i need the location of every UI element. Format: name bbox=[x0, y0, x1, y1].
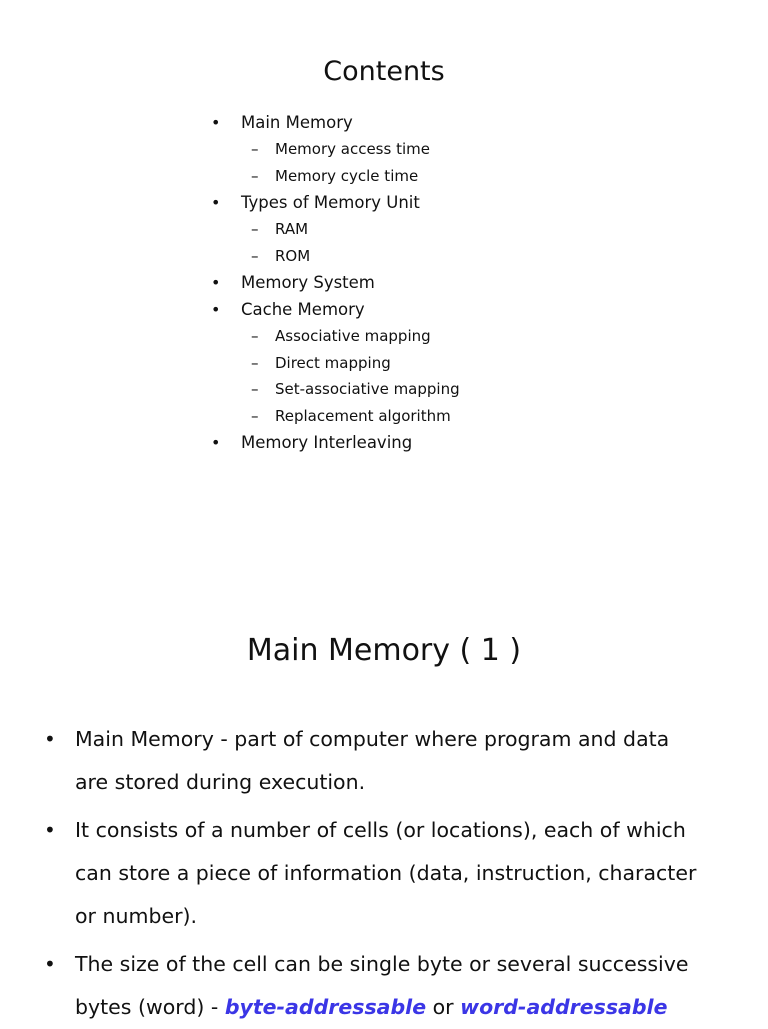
paragraph-line: The size of the cell can be single byte or several successive bbox=[75, 952, 689, 976]
sub-list-item bbox=[0, 374, 768, 401]
dash-icon: – bbox=[251, 166, 259, 185]
bullet-icon: • bbox=[211, 300, 221, 319]
bullet-icon: • bbox=[211, 433, 221, 452]
list-item-label: Direct mapping bbox=[275, 353, 391, 372]
list-item bbox=[0, 107, 768, 134]
slide-title: Main Memory ( 1 ) bbox=[246, 633, 522, 668]
list-item bbox=[0, 294, 768, 321]
list-item-label: Cache Memory bbox=[241, 300, 365, 319]
dash-icon: – bbox=[251, 406, 259, 425]
list-item-label: Associative mapping bbox=[275, 327, 431, 345]
list-item-label: Memory cycle time bbox=[275, 166, 419, 185]
bullet-icon: • bbox=[211, 273, 221, 292]
list-item-label: Replacement algorithm bbox=[275, 406, 451, 425]
dash-icon: – bbox=[251, 220, 259, 238]
list-item-label: RAM bbox=[275, 220, 309, 238]
joiner-text: or bbox=[426, 995, 461, 1019]
line-prefix: bytes (word) - bbox=[75, 995, 225, 1019]
dash-icon: – bbox=[251, 380, 259, 398]
sub-list-item bbox=[0, 134, 768, 161]
bullet-icon: • bbox=[211, 193, 221, 212]
list-item bbox=[0, 267, 768, 294]
list-item-label: Memory System bbox=[241, 273, 375, 292]
dash-icon: – bbox=[251, 246, 259, 265]
sub-list-item bbox=[0, 214, 768, 241]
slide-body bbox=[0, 718, 768, 1029]
sub-list-item bbox=[0, 321, 768, 348]
dash-icon: – bbox=[251, 353, 259, 372]
bullet-paragraph bbox=[0, 809, 768, 938]
dash-icon: – bbox=[251, 140, 259, 158]
bullet-icon: • bbox=[44, 952, 56, 976]
bullet-icon: • bbox=[211, 113, 221, 132]
list-item bbox=[0, 427, 768, 454]
dash-icon: – bbox=[251, 327, 259, 345]
list-item-label: Set-associative mapping bbox=[275, 380, 460, 398]
bullet-icon: • bbox=[44, 727, 56, 751]
list-item-label: Memory access time bbox=[275, 140, 430, 158]
paragraph-line: Main Memory - part of computer where program and data bbox=[75, 727, 670, 751]
bullet-icon: • bbox=[44, 818, 56, 842]
bullet-paragraph bbox=[0, 943, 768, 1029]
sub-list-item bbox=[0, 161, 768, 188]
list-item-label: Types of Memory Unit bbox=[241, 193, 420, 212]
list-item-label: Memory Interleaving bbox=[241, 433, 413, 452]
slide-title: Contents bbox=[323, 56, 445, 87]
list-item bbox=[0, 187, 768, 214]
keyword-word-addressable: word-addressable bbox=[460, 995, 668, 1019]
sub-list-item bbox=[0, 348, 768, 375]
paragraph-line: It consists of a number of cells (or locations), each of which bbox=[75, 818, 686, 842]
keyword-byte-addressable: byte-addressable bbox=[224, 995, 427, 1019]
bullet-paragraph bbox=[0, 718, 768, 804]
sub-list-item bbox=[0, 241, 768, 268]
sub-list-item bbox=[0, 401, 768, 428]
list-item-label: ROM bbox=[275, 246, 311, 265]
paragraph-line: can store a piece of information (data, instruction, character bbox=[75, 861, 697, 885]
paragraph-line: or number). bbox=[75, 904, 198, 928]
list-item-label: Main Memory bbox=[241, 113, 353, 132]
paragraph-line bbox=[75, 986, 768, 1029]
paragraph-line: are stored during execution. bbox=[75, 770, 366, 794]
contents-list bbox=[0, 107, 768, 454]
